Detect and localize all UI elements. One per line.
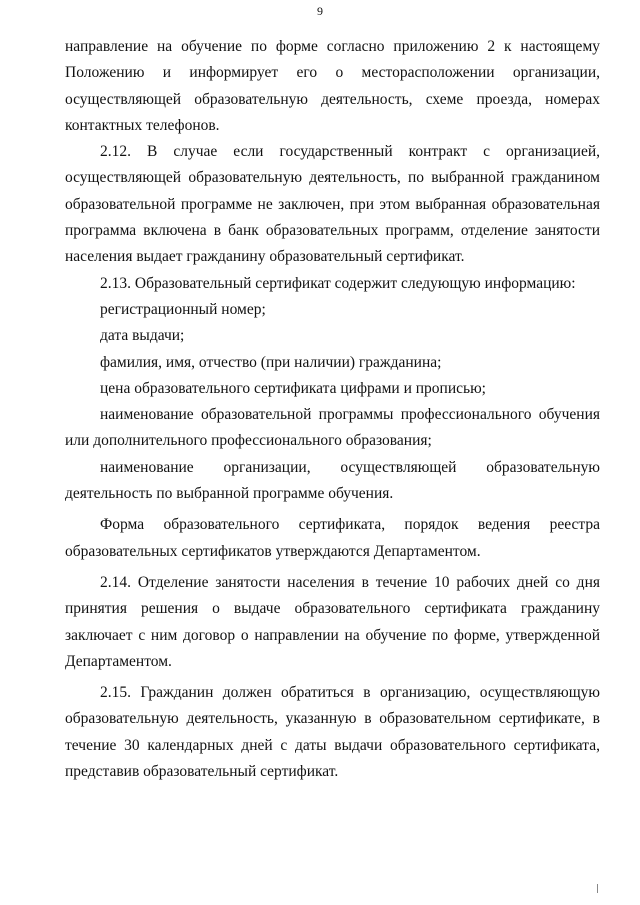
document-body bbox=[65, 34, 600, 785]
paragraph-2-12: 2.12. В случае если государственный контракт с организацией, осуществляющей образовательную деятельность, по выбранной гражданином образовательной программе не заключен, при этом выбранная образовательная программа включена в банк образовательных программ, отделение занятости населения выдает гражданину образовательный сертификат. bbox=[65, 143, 600, 266]
list-item-price: цена образовательного сертификата цифрами и прописью; bbox=[100, 379, 486, 397]
page-number: 9 bbox=[317, 4, 323, 18]
scan-edge-mark bbox=[597, 884, 598, 893]
paragraph-2-13: 2.13. Образовательный сертификат содержит следующую информацию: bbox=[100, 274, 576, 292]
list-item-full-name: фамилия, имя, отчество (при наличии) гражданина; bbox=[100, 353, 442, 371]
list-item-registration-number: регистрационный номер; bbox=[100, 300, 266, 318]
paragraph-continuation: направление на обучение по форме согласно приложению 2 к настоящему Положению и информирует его о месторасположении организации, осуществляющей образовательную деятельность, схеме проезда, номерах контактных телефонов. bbox=[65, 38, 600, 134]
list-item-organization-name: наименование организации, осуществляющей образовательную деятельность по выбранной программе обучения. bbox=[65, 458, 600, 503]
list-item-program-name: наименование образовательной программы профессионального обучения или дополнительного профессионального образования; bbox=[65, 406, 600, 450]
paragraph-certificate-form: Форма образовательного сертификата, порядок ведения реестра образовательных сертификатов утверждаются Департаментом. bbox=[65, 516, 600, 560]
list-item-issue-date: дата выдачи; bbox=[100, 327, 185, 345]
paragraph-2-14: 2.14. Отделение занятости населения в течение 10 рабочих дней со дня принятия решения о выдаче образовательного сертификата гражданину заключает с ним договор о направлении на обучение по форме, утвержденной Департаментом. bbox=[65, 573, 600, 670]
paragraph-2-15: 2.15. Гражданин должен обратиться в организацию, осуществляющую образовательную деятельность, указанную в образовательном сертификате, в течение 30 календарных дней с даты выдачи образовательного сертификата, представив образовательный сертификат. bbox=[65, 684, 600, 781]
